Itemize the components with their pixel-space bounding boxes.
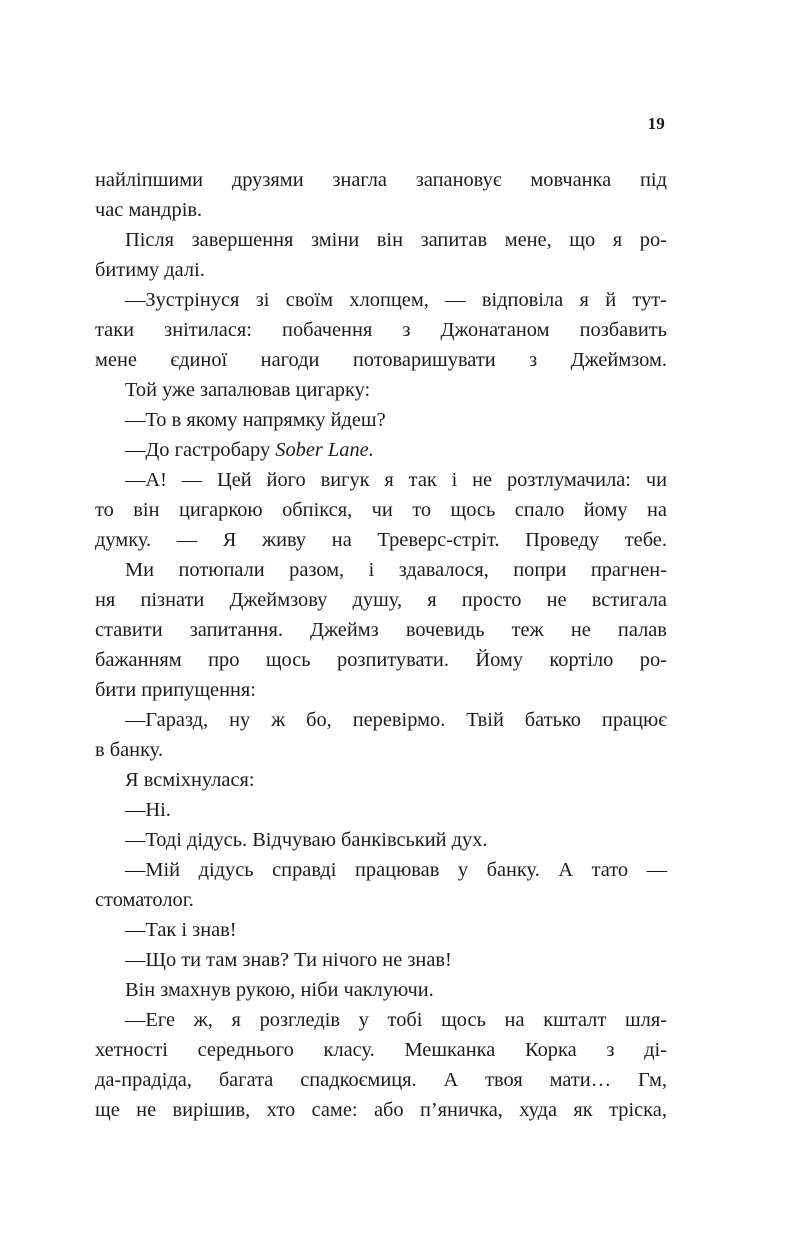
- text-line: —До гастробару Sober Lane.: [125, 439, 374, 461]
- text-line: —Ні.: [125, 799, 171, 821]
- body-text: [95, 165, 667, 1125]
- text-line: —То в якому напрямку йдеш?: [125, 409, 386, 431]
- text-line: в банку.: [95, 739, 163, 761]
- text-line: —Тоді дідусь. Відчуваю банківський дух.: [125, 829, 488, 851]
- text-line: —Гаразд, ну ж бо, перевірмо. Твій батько працює: [125, 709, 667, 731]
- text-line: Він змахнув рукою, ніби чаклуючи.: [125, 979, 434, 1001]
- page-number: 19: [647, 114, 665, 133]
- text-line: час мандрів.: [95, 199, 203, 221]
- text-line: стоматолог.: [95, 889, 194, 911]
- text-line: думку. — Я живу на Треверс-стріт. Проведу тебе.: [95, 529, 667, 551]
- text-line: —Зустрінуся зі своїм хлопцем, — відповіла я й тут-: [125, 289, 667, 311]
- text-line: ня пізнати Джеймзову душу, я просто не встигала: [95, 589, 667, 611]
- text-line: ставити запитання. Джеймз вочевидь теж не палав: [95, 619, 667, 641]
- italic-title: Sober Lane.: [275, 439, 374, 461]
- text-line: да-прадіда, багата спадкоємиця. А твоя мати… Гм,: [95, 1069, 667, 1091]
- text-line: Той уже запалював цигарку:: [125, 379, 371, 401]
- text-line: Я всміхнулася:: [125, 769, 255, 791]
- text-line: бажанням про щось розпитувати. Йому кортіло ро-: [95, 649, 667, 671]
- text-line: битиму далі.: [95, 259, 205, 281]
- text-line: —Еге ж, я розгледів у тобі щось на кшталт шля-: [125, 1009, 667, 1031]
- text-line: Після завершення зміни він запитав мене, що я ро-: [125, 229, 667, 251]
- text-line: таки знітилася: побачення з Джонатаном позбавить: [95, 319, 667, 341]
- text-line: хетності середнього класу. Мешканка Корка з ді-: [95, 1039, 667, 1061]
- text-line: —А! — Цей його вигук я так і не розтлумачила: чи: [125, 469, 667, 491]
- text-line: мене єдиної нагоди потоваришувати з Джеймзом.: [95, 349, 667, 371]
- text-line: бити припущення:: [95, 679, 256, 701]
- text-line: ще не вирішив, хто саме: або п’яничка, худа як тріска,: [95, 1099, 667, 1121]
- text-line: —Мій дідусь справді працював у банку. А тато —: [125, 859, 667, 881]
- text-line: то він цигаркою обпікся, чи то щось спало йому на: [95, 499, 667, 521]
- text-line: —Що ти там знав? Ти нічого не знав!: [125, 949, 452, 971]
- text-line: —Так і знав!: [125, 919, 237, 941]
- text-line: найліпшими друзями знагла запановує мовчанка під: [95, 169, 667, 191]
- text-line: Ми потюпали разом, і здавалося, попри прагнен-: [125, 559, 667, 581]
